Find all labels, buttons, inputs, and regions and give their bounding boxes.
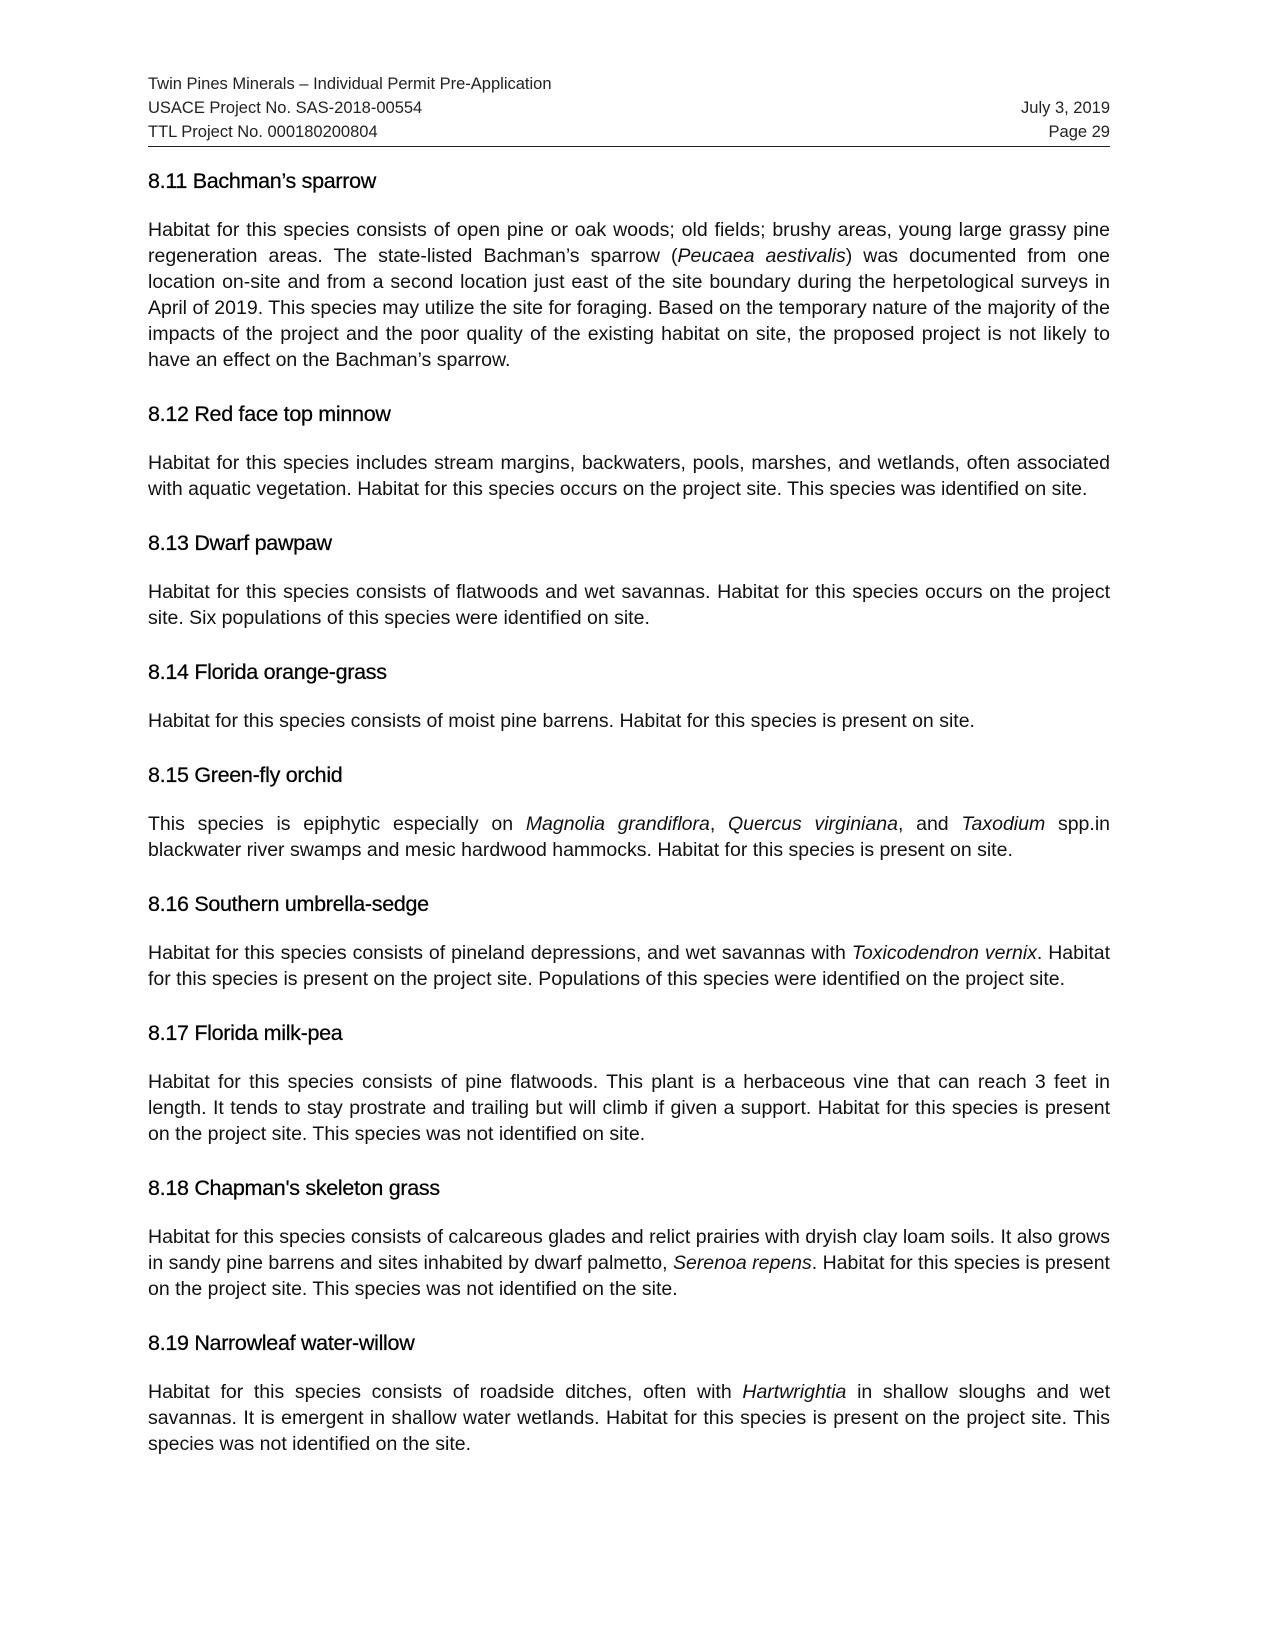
text-run: Habitat for this species consists of pine flatwoods. This plant is a herbaceous vine that can reach 3 feet in length. It tends to stay prostrate and trailing but will climb if given a support. Habitat for this species is present on the project site. This species was not identified on site. xyxy=(148,1071,1110,1145)
text-run: Habitat for this species consists of moist pine barrens. Habitat for this species is present on site. xyxy=(148,710,975,732)
section-heading: 8.14 Florida orange-grass xyxy=(148,660,387,684)
text-run: Habitat for this species consists of calcareous glades and relict prairies with dryish clay loam soils. It also grows in sandy pine barrens and sites inhabited by dwarf palmetto, xyxy=(148,1226,1110,1274)
header-usace-project-number: USACE Project No. SAS-2018-00554 xyxy=(148,99,423,117)
section xyxy=(148,1174,1110,1302)
document-body xyxy=(148,167,1110,1484)
italic-species-name: Taxodium xyxy=(961,813,1046,835)
section-heading: 8.18 Chapman's skeleton grass xyxy=(148,1176,440,1200)
section xyxy=(148,1019,1110,1147)
text-run: ) was documented from one location on-site and from a second location just east of the site boundary during the herpetological surveys in April of 2019. This species may utilize the site for foraging. Based on the temporary nature of the majority of the impacts of the project and the poor quality of the existing habitat on site, the proposed project is not likely to have an effect on the Bachman’s sparrow. xyxy=(148,245,1110,371)
text-run: spp.in blackwater river swamps and mesic hardwood hammocks. Habitat for this species is present on site. xyxy=(148,813,1111,861)
section-heading: 8.11 Bachman’s sparrow xyxy=(148,169,377,193)
section-paragraph xyxy=(148,1379,1110,1457)
italic-species-name: Quercus virginiana xyxy=(728,813,898,835)
italic-species-name: Hartwrightia xyxy=(742,1381,847,1403)
italic-species-name: Serenoa repens xyxy=(672,1252,812,1274)
text-run: Habitat for this species consists of open pine or oak woods; old fields; brushy areas, young large grassy pine regeneration areas. The state-listed Bachman’s sparrow ( xyxy=(148,219,1110,267)
header-row-3 xyxy=(148,120,1110,144)
header-document-title: Twin Pines Minerals – Individual Permit Pre-Application xyxy=(148,75,552,93)
text-run: This species is epiphytic especially on xyxy=(148,813,526,835)
section xyxy=(148,761,1110,863)
text-run: Habitat for this species consists of pineland depressions, and wet savannas with xyxy=(148,942,852,964)
text-run: . Habitat for this species is present on the project site. Populations of this species were identified on the project site. xyxy=(148,942,1111,990)
section-heading: 8.13 Dwarf pawpaw xyxy=(148,531,332,555)
page-header xyxy=(148,72,1110,147)
section xyxy=(148,167,1110,373)
text-run: . Habitat for this species is present on the project site. This species was not identified on the site. xyxy=(148,1252,1110,1300)
section xyxy=(148,890,1110,992)
section-heading: 8.16 Southern umbrella-sedge xyxy=(148,892,429,916)
text-run: Habitat for this species consists of roadside ditches, often with xyxy=(148,1381,743,1403)
section xyxy=(148,1329,1110,1457)
header-page-number: Page 29 xyxy=(1048,123,1110,141)
section-paragraph xyxy=(148,1069,1110,1147)
section-paragraph xyxy=(148,811,1110,863)
header-date: July 3, 2019 xyxy=(1021,99,1110,117)
section-paragraph xyxy=(148,940,1110,992)
section-heading: 8.19 Narrowleaf water-willow xyxy=(148,1331,415,1355)
italic-species-name: Peucaea aestivalis xyxy=(677,245,846,267)
text-run: , and xyxy=(897,813,962,835)
section xyxy=(148,529,1110,631)
section xyxy=(148,400,1110,502)
header-row-2 xyxy=(148,96,1110,120)
section-heading: 8.12 Red face top minnow xyxy=(148,402,391,426)
section-paragraph xyxy=(148,708,1110,734)
text-run: Habitat for this species includes stream margins, backwaters, pools, marshes, and wetlands, often associated with aquatic vegetation. Habitat for this species occurs on the project site. This species was identified on site. xyxy=(148,452,1110,500)
header-ttl-project-number: TTL Project No. 000180200804 xyxy=(148,123,378,141)
section-paragraph xyxy=(148,1224,1110,1302)
section-heading: 8.17 Florida milk-pea xyxy=(148,1021,343,1045)
header-row-1 xyxy=(148,72,1110,96)
text-run: in shallow sloughs and wet savannas. It is emergent in shallow water wetlands. Habitat for this species is present on the project site. This species was not identified on the site. xyxy=(148,1381,1111,1455)
section-paragraph xyxy=(148,450,1110,502)
text-run: Habitat for this species consists of flatwoods and wet savannas. Habitat for this species occurs on the project site. Six populations of this species were identified on site. xyxy=(148,581,1110,629)
section xyxy=(148,658,1110,734)
italic-species-name: Magnolia grandiflora xyxy=(525,813,710,835)
section-paragraph xyxy=(148,579,1110,631)
text-run: , xyxy=(709,813,729,835)
italic-species-name: Toxicodendron vernix xyxy=(851,942,1037,964)
section-paragraph xyxy=(148,217,1110,373)
section-heading: 8.15 Green-fly orchid xyxy=(148,763,343,787)
